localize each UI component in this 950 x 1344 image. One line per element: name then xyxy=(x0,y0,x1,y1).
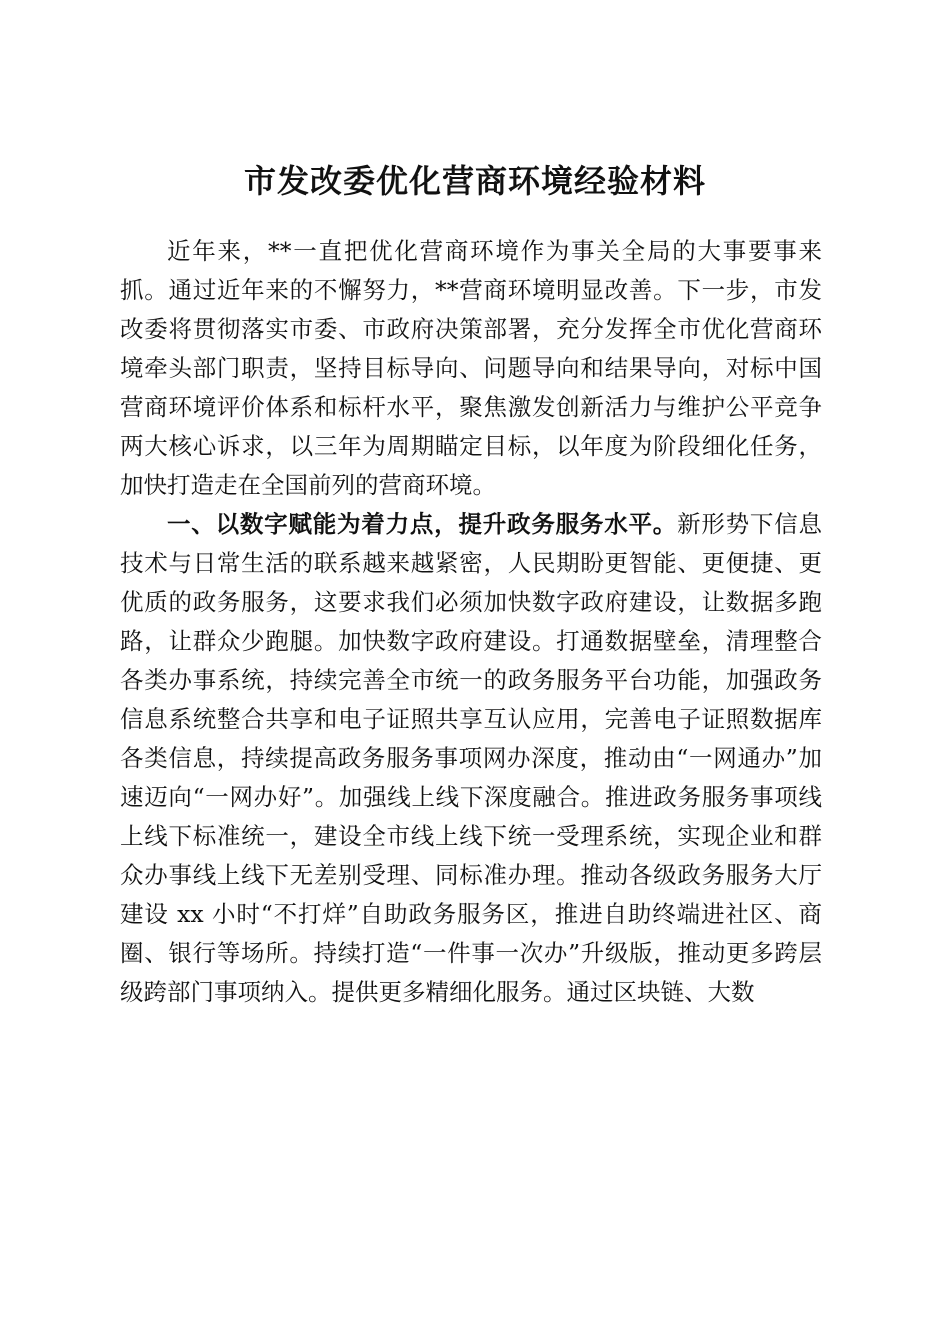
section-one-paragraph xyxy=(120,505,822,1012)
section-one-heading: 一、以数字赋能为着力点，提升政务服务水平。 xyxy=(167,510,678,538)
section-one-text: 新形势下信息技术与日常生活的联系越来越紧密，人民期盼更智能、更便捷、更优质的政务服务，这要求我们必须加快数字政府建设，让数据多跑路，让群众少跑腿。加快数字政府建设。打通数据壁垒，清理整合各类办事系统，持续完善全市统一的政务服务平台功能，加强政务信息系统整合共享和电子证照共享互认应用，完善电子证照数据库各类信息，持续提高政务服务事项网办深度，推动由“一网通办”加速迈向“一网办好”。加强线上线下深度融合。推进政务服务事项线上线下标准统一，建设全市线上线下统一受理系统，实现企业和群众办事线上线下无差别受理、同标准办理。推动各级政务服务大厅建设 xx 小时“不打烊”自助政务服务区，推进自助终端进社区、商圈、银行等场所。持续打造“一件事一次办”升级版，推动更多跨层级跨部门事项纳入。提供更多精细化服务。通过区块链、大数 xyxy=(120,510,823,1006)
document-title: 市发改委优化营商环境经验材料 xyxy=(243,162,706,201)
intro-paragraph: 近年来，**一直把优化营商环境作为事关全局的大事要事来抓。通过近年来的不懈努力，**营商环境明显改善。下一步，市发改委将贯彻落实市委、市政府决策部署，充分发挥全市优化营商环境牵头部门职责，坚持目标导向、问题导向和结果导向，对标中国营商环境评价体系和标杆水平，聚焦激发创新活力与维护公平竞争两大核心诉求，以三年为周期瞄定目标，以年度为阶段细化任务，加快打造走在全国前列的营商环境。 xyxy=(120,237,822,499)
document-body xyxy=(120,232,822,1012)
